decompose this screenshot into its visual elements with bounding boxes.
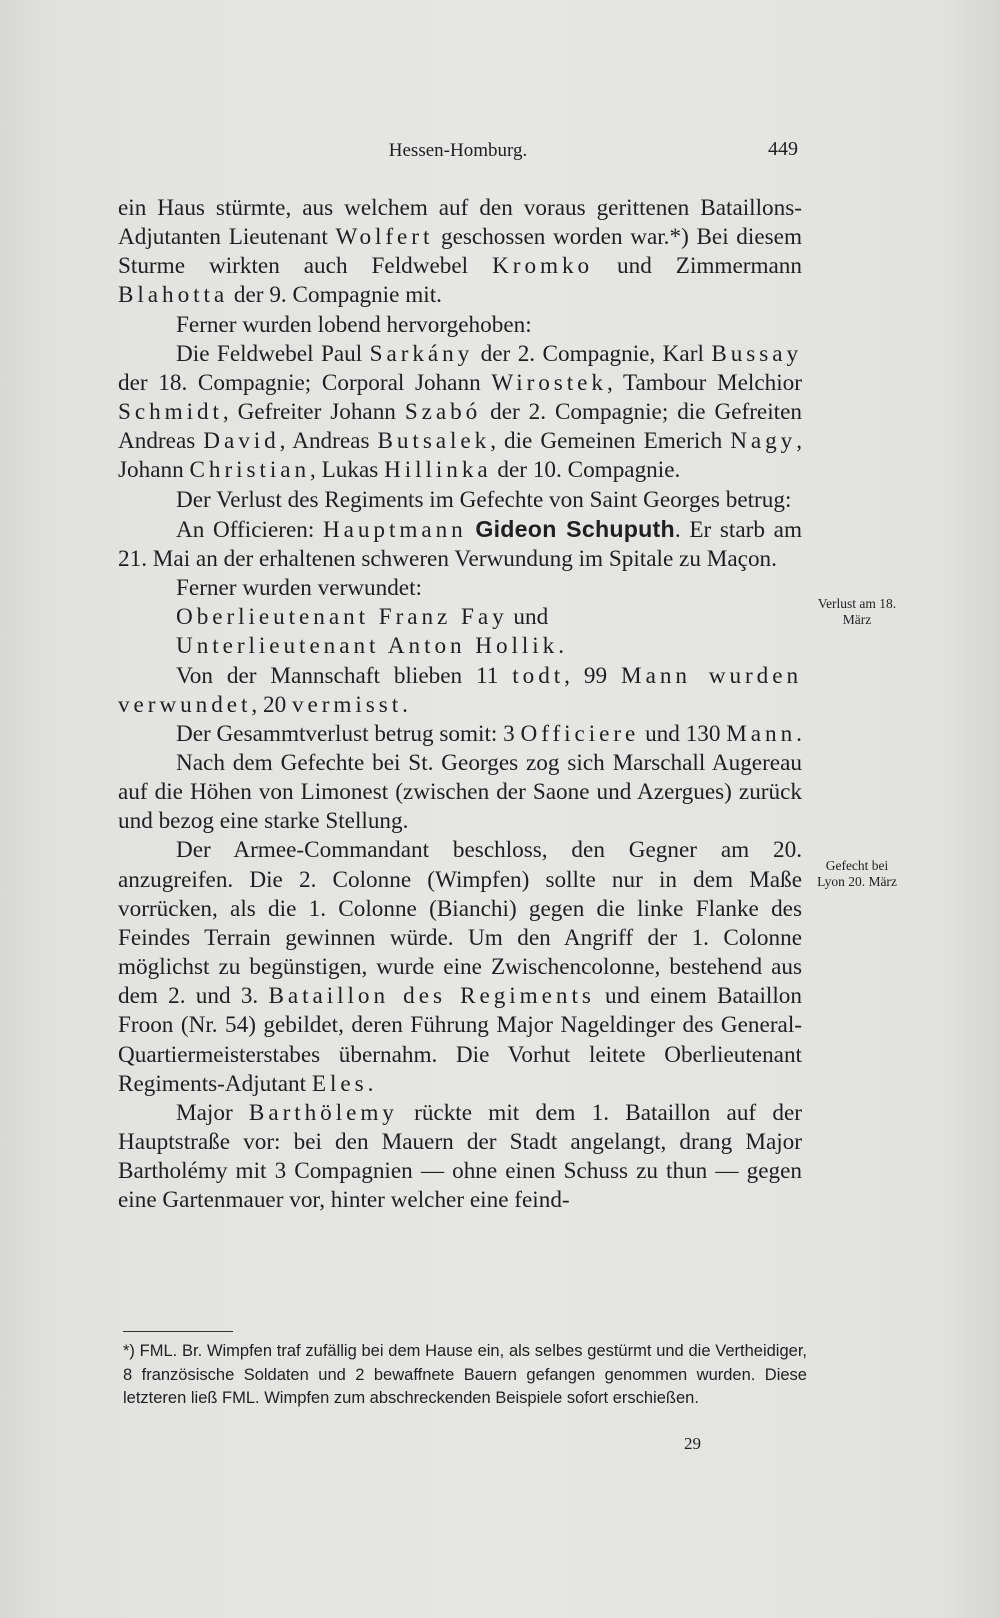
text-run: rückte mit dem 1. Bataillon auf der Hauptstraße vor: bei den Mauern der Stadt angelangt, drang Major Bartholémy mit 3 Compagnien — ohne einen Schuss zu thun — gegen eine Gartenmauer vor, hinter welcher eine feind- [118, 1099, 802, 1214]
text-run: , 20 [251, 691, 292, 718]
text-run: . [796, 720, 802, 747]
text-run: Der Armee-Commandant beschloss, den Gegner am 20. anzugreifen. Die 2. Colonne (Wimpfen) sollte nur in dem Maße vorrücken, als die 1. Colonne (Bianchi) gegen die linke Flanke des Feindes Terrain gewinnen würde. Um den Angriff der 1. Colonne möglichst zu begünstigen, wurde eine Zwischencolonne, bestehend aus dem 2. und 3. [118, 837, 802, 1010]
text-run: Die Feldwebel Paul [176, 340, 370, 367]
text-run: , Johann [118, 428, 803, 484]
paragraph-13 [118, 1099, 802, 1216]
text-run: An Officieren: [176, 516, 323, 543]
emph-todt: todt [512, 662, 565, 689]
name-christian: Christian [189, 457, 311, 484]
name-wirostek: Wirostek [491, 369, 607, 396]
text-run: der 2. Compagnie; die Gefreiten Andreas [118, 399, 802, 455]
margin-note-verlust: Verlust am 18. März [817, 596, 897, 627]
name-wolfert: Wolfert [335, 224, 434, 251]
officer-hollik: Unterlieutenant Anton Hollik. [176, 633, 568, 660]
rank-hauptmann: Hauptmann [322, 516, 467, 543]
text-run: , Andreas [279, 428, 378, 455]
text-run: und [507, 604, 549, 631]
text-run: Von der Mannschaft blieben 11 [176, 662, 513, 689]
text-run: und einem Bataillon Froon (Nr. 54) gebildet, deren Führung Major Nageldinger des General-Quartiermeisterstabes übernahm. Die Vorhut leitete Oberlieutenant Regiments-Adjutant [118, 983, 802, 1097]
footnote-divider [123, 1331, 233, 1332]
text-run: , Tambour Melchior [606, 369, 802, 396]
paragraph-1 [118, 194, 802, 311]
text-run: ein Haus stürmte, aus welchem auf den voraus gerittenen Bataillons-Adjutanten Lieutenant [118, 195, 802, 251]
emph-vermisst: vermisst [291, 691, 403, 718]
name-bartholemy: Barthölemy [248, 1099, 398, 1126]
paragraph-11: Nach dem Gefechte bei St. Georges zog sich Marschall Augereau auf die Höhen von Limonest (zwischen der Saone und Azergues) zurück und bezog eine starke Stellung. [118, 749, 802, 835]
margin-note-gefecht: Gefecht bei Lyon 20. März [817, 858, 897, 889]
name-david: David [203, 428, 280, 455]
paragraph-4: Der Verlust des Regiments im Gefechte von Saint Georges betrug: [176, 486, 792, 513]
signature-mark: 29 [684, 1434, 701, 1453]
name-blahotta: Blahotta [118, 282, 229, 309]
text-run: Major [176, 1099, 249, 1126]
text-run: . [402, 691, 408, 718]
text-run: der 2. Compagnie, Karl [473, 340, 712, 367]
text-run: , Gefreiter Johann [222, 399, 405, 426]
page-header [118, 138, 798, 168]
text-run: und Zimmermann [593, 253, 802, 280]
name-eles: Eles [311, 1070, 368, 1097]
footnote-1: *) FML. Br. Wimpfen traf zufällig bei dem Hause ein, als selbes gestürmt und die Vertheidiger, 8 französische Soldaten und 2 bewaffnete Bauern gefangen genommen wurden. Diese letzteren ließ FML. Wimpfen zum abschreckenden Beispiele sofort erschießen. [123, 1342, 807, 1407]
page-number: 449 [768, 138, 798, 160]
footnotes [123, 1340, 807, 1411]
name-schmidt: Schmidt [118, 399, 223, 426]
text-run: Der Gesammtverlust betrug somit: 3 [176, 720, 521, 747]
name-kromko: Kromko [492, 253, 594, 280]
paragraph-8 [118, 632, 802, 661]
name-gideon-schuputh: Gideon Schuputh [475, 515, 675, 542]
text-run: der 10. Compagnie. [491, 457, 681, 484]
paragraph-9 [118, 662, 802, 720]
paragraph-5 [118, 515, 802, 574]
paragraph-10 [118, 720, 802, 749]
paragraph-7 [118, 603, 802, 632]
text-run: der 9. Compagnie mit. [228, 282, 442, 309]
paragraph-3 [118, 340, 802, 486]
name-szabo: Szabó [404, 399, 482, 426]
text-run: . Er starb am 21. Mai an der erhaltenen schweren Verwundung im Spitale zu Maçon. [118, 516, 802, 572]
running-title: Hessen-Homburg. [388, 140, 528, 161]
officer-fay: Oberlieutenant Franz Fay [176, 604, 508, 631]
emph-mann-wurden: Mann wurden verwundet [118, 662, 802, 718]
text-run: der 18. Compagnie; Corporal Johann [118, 369, 492, 396]
name-bussay: Bussay [711, 340, 802, 367]
body-text [118, 194, 802, 1215]
paragraph-6: Ferner wurden verwundet: [176, 575, 422, 602]
emph-mann: Mann [726, 720, 797, 747]
emph-bataillon: Bataillon des Regiments [268, 983, 595, 1010]
name-hillinka: Hillinka [384, 457, 492, 484]
text-run: . [367, 1070, 374, 1097]
text-run: und 130 [639, 720, 727, 747]
name-butsalek: Butsalek [377, 428, 491, 455]
text-run: , Lukas [310, 457, 385, 484]
paragraph-2: Ferner wurden lobend hervorgehoben: [176, 311, 532, 338]
text-run: , 99 [564, 662, 622, 689]
name-sarkany: Sarkány [369, 340, 474, 367]
paragraph-12 [118, 836, 802, 1098]
text-run: , die Gemeinen Emerich [490, 428, 731, 455]
text-run: geschossen worden war.*) Bei diesem Sturme wirkten auch Feldwebel [118, 224, 802, 280]
emph-officiere: Officiere [520, 720, 640, 747]
name-nagy: Nagy [730, 428, 797, 455]
